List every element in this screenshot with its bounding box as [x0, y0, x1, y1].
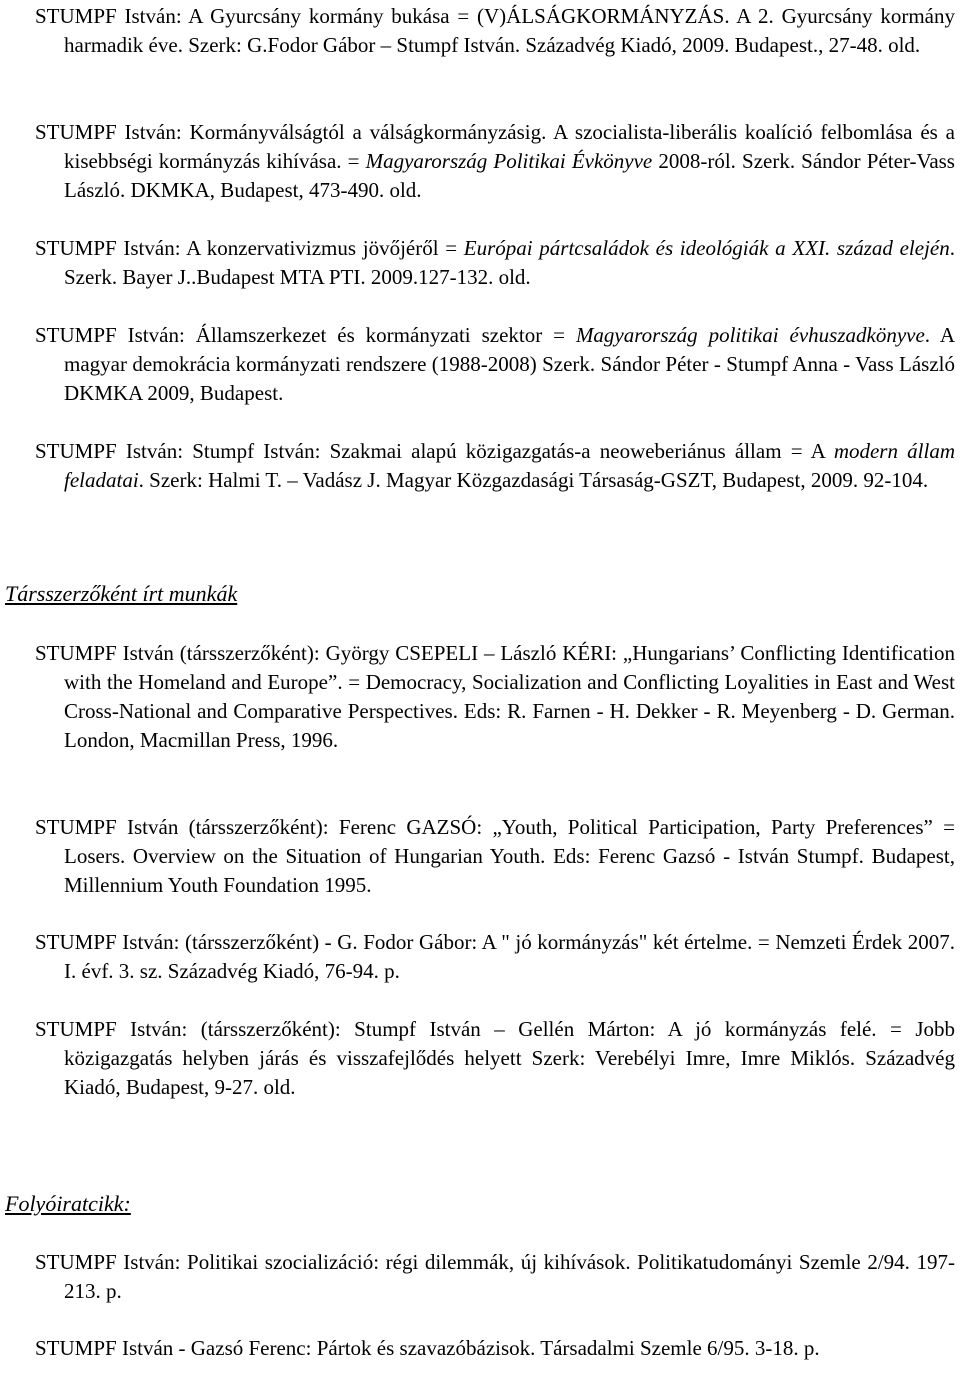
reference-entry — [35, 437, 955, 495]
reference-entry — [35, 928, 955, 986]
reference-text: STUMPF István: A konzervativizmus jövőjéről = — [35, 236, 464, 260]
reference-entry — [35, 321, 955, 408]
reference-title-italic: Európai pártcsaládok és ideológiák a XXI. század elején — [463, 236, 950, 260]
reference-entry — [35, 813, 955, 900]
reference-text: STUMPF István: (társszerzőként) - G. Fodor Gábor: A " jó kormányzás" két értelme. = Nemzeti Érdek 2007. I. évf. 3. sz. Századvég Kiadó, 76-94. p. — [35, 930, 955, 983]
reference-text: STUMPF István: (társszerzőként): Stumpf István – Gellén Márton: A jó kormányzás felé. = Jobb közigazgatás helyben járás és visszafejlődés helyett Szerk: Verebélyi Imre, Imre Miklós. Századvég Kiadó, Budapest, 9-27. old. — [35, 1017, 955, 1099]
reference-entry — [35, 1015, 955, 1102]
reference-entry — [35, 118, 955, 205]
section-heading-coauthored: Társszerzőként írt munkák — [5, 581, 238, 606]
reference-entry — [35, 2, 955, 60]
reference-text: STUMPF István: A Gyurcsány kormány bukása = (V)ÁLSÁGKORMÁNYZÁS. A 2. Gyurcsány kormány harmadik éve. Szerk: G.Fodor Gábor – Stumpf István. Századvég Kiadó, 2009. Budapest., 27-48. old. — [35, 4, 955, 57]
reference-entry — [35, 1248, 955, 1306]
reference-text: STUMPF István: Kormányválságtól a válságkormányzásig. A szocialista-liberális koalíció felbomlása és a kisebbségi kormányzás kihívása. = — [35, 120, 955, 173]
reference-text: STUMPF István (társszerzőként): Ferenc GAZSÓ: „Youth, Political Participation, Party Preferences” = Losers. Overview on the Situation of Hungarian Youth. Eds: Ferenc Gazsó - István Stumpf. Budapest, Millennium Youth Foundation 1995. — [35, 815, 955, 897]
reference-text: STUMPF István (társszerzőként): György CSEPELI – László KÉRI: „Hungarians’ Conflicting Identification with the Homeland and Europe”. = Democracy, Socialization and Conflicting Loyalities in East and West Cross-National and Comparative Perspectives. Eds: R. Farnen - H. Dekker - R. Meyenberg - D. German. London, Macmillan Press, 1996. — [35, 641, 955, 752]
reference-text: . Szerk: Halmi T. – Vadász J. Magyar Közgazdasági Társaság-GSZT, Budapest, 2009. 92-104. — [138, 468, 929, 492]
reference-text: . Szerk. Bayer J..Budapest MTA PTI. 2009.127-132. old. — [64, 236, 955, 289]
section-heading-journal: Folyóiratcikk: — [5, 1191, 131, 1216]
reference-text: STUMPF István - Gazsó Ferenc: Pártok és szavazóbázisok. Társadalmi Szemle 6/95. 3-18. p. — [35, 1336, 820, 1360]
reference-text: STUMPF István: Államszerkezet és kormányzati szektor = — [35, 323, 576, 347]
reference-entry — [35, 1334, 955, 1363]
reference-text: 2008-ról. Szerk. Sándor Péter-Vass László. DKMKA, Budapest, 473-490. old. — [64, 149, 955, 202]
reference-title-italic: Magyarország Politikai Évkönyve — [365, 149, 653, 173]
reference-entry — [35, 234, 955, 292]
reference-text: . A magyar demokrácia kormányzati rendszere (1988-2008) Szerk. Sándor Péter - Stumpf Anna - Vass László DKMKA 2009, Budapest. — [64, 323, 955, 405]
reference-entry — [35, 639, 955, 755]
reference-title-italic: modern állam feladatai — [64, 439, 955, 492]
reference-text: STUMPF István: Politikai szocializáció: régi dilemmák, új kihívások. Politikatudományi Szemle 2/94. 197-213. p. — [35, 1250, 955, 1303]
reference-title-italic: Magyarország politikai évhuszadkönyve — [575, 323, 925, 347]
reference-text: STUMPF István: Stumpf István: Szakmai alapú közigazgatás-a neoweberiánus állam = A — [35, 439, 834, 463]
